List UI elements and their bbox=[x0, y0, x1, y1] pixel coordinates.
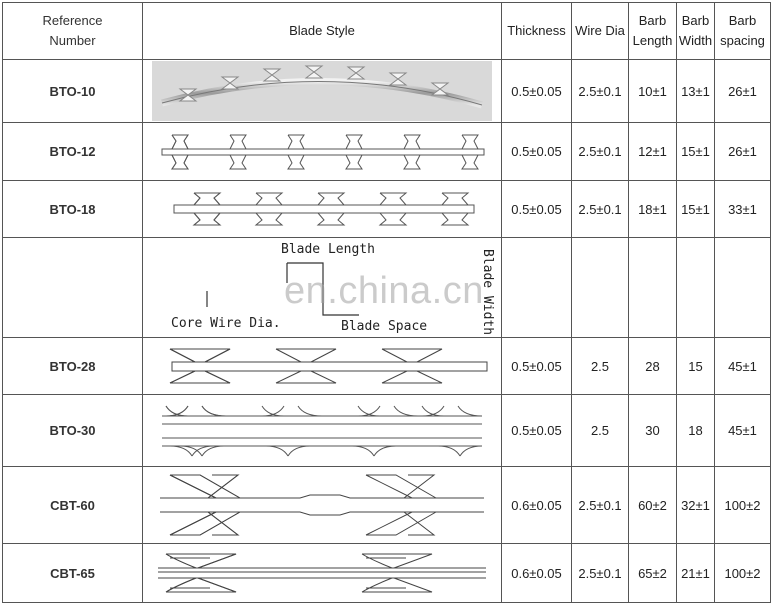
table-row bbox=[3, 123, 771, 181]
barb-width-cell: 15±1 bbox=[677, 123, 715, 181]
wire-dia-cell: 2.5±0.1 bbox=[572, 544, 629, 603]
reference-cell: BTO-28 bbox=[3, 338, 143, 395]
diagram-row bbox=[3, 238, 771, 338]
barb-spacing-cell: 26±1 bbox=[715, 60, 771, 123]
diagram-ref-cell bbox=[3, 238, 143, 338]
blade-drawing bbox=[152, 341, 492, 391]
barb-length-cell: 10±1 bbox=[629, 60, 677, 123]
barb-width-cell: 32±1 bbox=[677, 467, 715, 544]
barb-width-cell: 13±1 bbox=[677, 60, 715, 123]
header-row bbox=[3, 3, 771, 60]
table-row bbox=[3, 544, 771, 603]
core-wire-label: Core Wire Dia. bbox=[171, 315, 281, 331]
barb-spacing-cell: 45±1 bbox=[715, 338, 771, 395]
barb-spacing-cell: 100±2 bbox=[715, 544, 771, 603]
barb-length-cell: 28 bbox=[629, 338, 677, 395]
barb-spacing-cell: 100±2 bbox=[715, 467, 771, 544]
header-barb-width: Barb Width bbox=[677, 3, 715, 60]
thickness-cell: 0.5±0.05 bbox=[502, 181, 572, 238]
barb-width-cell: 15 bbox=[677, 338, 715, 395]
barb-spacing-cell: 45±1 bbox=[715, 395, 771, 467]
barb-width-cell: 18 bbox=[677, 395, 715, 467]
barb-length-cell: 30 bbox=[629, 395, 677, 467]
header-barb-spacing: Barb spacing bbox=[715, 3, 771, 60]
barb-length-cell: 65±2 bbox=[629, 544, 677, 603]
blade-image-bto-30 bbox=[143, 395, 502, 467]
reference-cell: BTO-12 bbox=[3, 123, 143, 181]
spec-table bbox=[2, 2, 771, 603]
table-row bbox=[3, 467, 771, 544]
table-row bbox=[3, 181, 771, 238]
wire-dia-cell: 2.5±0.1 bbox=[572, 467, 629, 544]
reference-cell: BTO-18 bbox=[3, 181, 143, 238]
watermark: en.china.cn bbox=[284, 270, 484, 312]
wire-dia-cell: 2.5 bbox=[572, 395, 629, 467]
blade-image-bto-12 bbox=[143, 123, 502, 181]
blade-space-label: Blade Space bbox=[341, 318, 428, 334]
table-row bbox=[3, 395, 771, 467]
barb-length-cell: 60±2 bbox=[629, 467, 677, 544]
blade-length-label: Blade Length bbox=[281, 241, 375, 257]
thickness-cell: 0.6±0.05 bbox=[502, 467, 572, 544]
table-row bbox=[3, 60, 771, 123]
wire-dia-cell: 2.5±0.1 bbox=[572, 123, 629, 181]
barb-width-cell: 21±1 bbox=[677, 544, 715, 603]
thickness-cell: 0.5±0.05 bbox=[502, 123, 572, 181]
wire-dia-cell: 2.5 bbox=[572, 338, 629, 395]
wire-dia-cell: 2.5±0.1 bbox=[572, 60, 629, 123]
header-wire-dia: Wire Dia bbox=[572, 3, 629, 60]
blade-drawing bbox=[152, 546, 492, 600]
header-barb-length: Barb Length bbox=[629, 3, 677, 60]
wire-dia-cell: 2.5±0.1 bbox=[572, 181, 629, 238]
barb-width-cell: 15±1 bbox=[677, 181, 715, 238]
thickness-cell: 0.5±0.05 bbox=[502, 338, 572, 395]
blade-image-bto-10 bbox=[143, 60, 502, 123]
blade-drawing bbox=[152, 398, 492, 464]
table-row bbox=[3, 338, 771, 395]
thickness-cell: 0.6±0.05 bbox=[502, 544, 572, 603]
barb-spacing-cell: 33±1 bbox=[715, 181, 771, 238]
blade-drawing bbox=[152, 184, 492, 234]
barb-spacing-cell: 26±1 bbox=[715, 123, 771, 181]
header-reference-number: Reference Number bbox=[3, 3, 143, 60]
blade-image-cbt-65 bbox=[143, 544, 502, 603]
dimension-diagram bbox=[143, 238, 502, 338]
reference-cell: BTO-10 bbox=[3, 60, 143, 123]
reference-cell: CBT-65 bbox=[3, 544, 143, 603]
blade-drawing bbox=[152, 127, 492, 177]
reference-cell: CBT-60 bbox=[3, 467, 143, 544]
thickness-cell: 0.5±0.05 bbox=[502, 60, 572, 123]
barb-length-cell: 18±1 bbox=[629, 181, 677, 238]
header-blade-style: Blade Style bbox=[143, 3, 502, 60]
blade-image-bto-18 bbox=[143, 181, 502, 238]
blade-photo bbox=[152, 61, 492, 121]
header-thickness: Thickness bbox=[502, 3, 572, 60]
blade-image-bto-28 bbox=[143, 338, 502, 395]
blade-image-cbt-60 bbox=[143, 467, 502, 544]
reference-cell: BTO-30 bbox=[3, 395, 143, 467]
blade-drawing bbox=[152, 469, 492, 541]
barb-length-cell: 12±1 bbox=[629, 123, 677, 181]
blade-width-label: Blade Width bbox=[480, 248, 495, 335]
thickness-cell: 0.5±0.05 bbox=[502, 395, 572, 467]
dimension-drawing bbox=[143, 239, 501, 337]
